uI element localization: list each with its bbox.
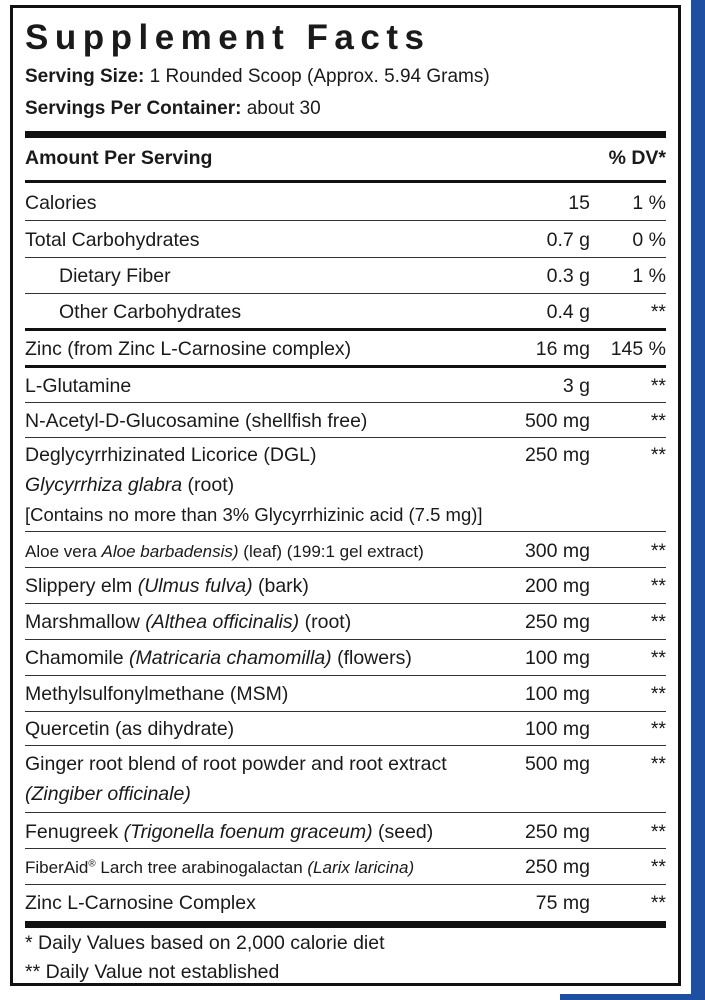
row-name: Marshmallow: [25, 611, 146, 633]
row-divider: [25, 675, 666, 676]
row-dv: 1 %: [632, 192, 666, 214]
row-amount: 16 mg: [535, 338, 590, 360]
row-amount: 15: [568, 192, 590, 214]
row-name: Methylsulfonylmethane (MSM): [25, 683, 289, 705]
row-dv: **: [650, 683, 666, 705]
row-divider: [25, 531, 666, 532]
row-dv: **: [650, 821, 666, 843]
row-note: [Contains no more than 3% Glycyrrhizinic acid (7.5 mg)]: [25, 504, 483, 525]
row-name: Zinc L-Carnosine Complex: [25, 892, 256, 914]
row-amount: 0.7 g: [546, 229, 590, 251]
supplement-facts-panel: [10, 5, 681, 986]
row-dv: **: [650, 540, 666, 562]
row-dv: **: [650, 575, 666, 597]
plant-part: (bark): [252, 575, 309, 597]
row-name: Fenugreek: [25, 821, 124, 843]
row-dv: **: [650, 444, 666, 466]
row-amount: 100 mg: [524, 647, 590, 669]
row-divider: [25, 437, 666, 438]
row-divider: [25, 257, 666, 258]
section-rule: [25, 365, 666, 368]
footnote-dv: * Daily Values based on 2,000 calorie diet: [25, 932, 385, 954]
row-dv: 1 %: [632, 265, 666, 287]
row-divider: [25, 884, 666, 885]
footnote-not-established: ** Daily Value not established: [25, 961, 280, 983]
row-divider: [25, 745, 666, 746]
amount-per-serving-header: Amount Per Serving: [25, 147, 213, 169]
row-divider: [25, 848, 666, 849]
row-name: Dietary Fiber: [59, 265, 171, 287]
dv-header: % DV*: [608, 147, 666, 169]
row-divider: [25, 402, 666, 403]
row-name: Ginger root blend of root powder and root extract: [25, 753, 447, 775]
row-name-cont: Larch tree arabinogalactan: [95, 858, 308, 877]
row-name: Total Carbohydrates: [25, 229, 200, 251]
row-amount: 250 mg: [524, 444, 590, 466]
plant-part: (seed): [372, 821, 434, 843]
latin-name: Aloe barbadensis): [101, 542, 239, 561]
row-dv: **: [650, 410, 666, 432]
row-amount: 3 g: [562, 375, 590, 397]
registered-mark: ®: [88, 858, 96, 870]
row-name: Quercetin (as dihydrate): [25, 718, 235, 740]
servings-value: about 30: [246, 98, 321, 119]
latin-name: Glycyrrhiza glabra: [25, 474, 183, 496]
row-name: Calories: [25, 192, 97, 214]
latin-name: (Matricaria chamomilla): [129, 647, 332, 669]
row-name: N-Acetyl-D-Glucosamine (shellfish free): [25, 410, 368, 432]
latin-name: (Ulmus fulva): [137, 575, 253, 597]
row-divider: [25, 567, 666, 568]
row-amount: 0.3 g: [546, 265, 590, 287]
row-divider: [25, 293, 666, 294]
row-amount: 100 mg: [524, 718, 590, 740]
row-name: L-Glutamine: [25, 375, 132, 397]
row-name: Chamomile: [25, 647, 130, 669]
servings-label: Servings Per Container:: [25, 98, 242, 119]
latin-name: (Trigonella foenum graceum): [123, 821, 373, 843]
blue-border-right: [691, 0, 705, 1000]
row-dv: 0 %: [632, 229, 666, 251]
row-name: Deglycyrrhizinated Licorice (DGL): [25, 444, 317, 466]
row-dv: **: [650, 375, 666, 397]
latin-name: (Althea officinalis): [145, 611, 300, 633]
row-amount: 250 mg: [524, 856, 590, 878]
latin-name: (Zingiber officinale): [25, 783, 191, 805]
row-amount: 300 mg: [524, 540, 590, 562]
row-name: Aloe vera: [25, 542, 102, 561]
row-amount: 100 mg: [524, 683, 590, 705]
row-amount: 500 mg: [524, 753, 590, 775]
row-name: Slippery elm: [25, 575, 138, 597]
servings-per-container: [25, 98, 321, 120]
row-amount: 250 mg: [524, 821, 590, 843]
thick-rule-bottom: [25, 921, 666, 928]
row-divider: [25, 603, 666, 604]
row-divider: [25, 220, 666, 221]
row-name: FiberAid: [25, 858, 89, 877]
latin-name: (Larix laricina): [307, 858, 415, 877]
row-divider: [25, 711, 666, 712]
row-dv: 145 %: [610, 338, 666, 360]
section-rule: [25, 328, 666, 331]
row-dv: **: [650, 611, 666, 633]
row-dv: **: [650, 647, 666, 669]
row-dv: **: [650, 753, 666, 775]
header-rule: [25, 180, 666, 183]
plant-part: (root): [182, 474, 235, 496]
row-divider: [25, 812, 666, 813]
serving-size: [25, 66, 490, 88]
row-dv: **: [650, 856, 666, 878]
row-divider: [25, 639, 666, 640]
row-amount: 250 mg: [524, 611, 590, 633]
row-dv: **: [650, 718, 666, 740]
row-name: Zinc (from Zinc L-Carnosine complex): [25, 338, 352, 360]
thick-rule: [25, 131, 666, 138]
panel-title: Supplement Facts: [25, 18, 431, 57]
plant-part: (root): [299, 611, 352, 633]
serving-size-value: 1 Rounded Scoop (Approx. 5.94 Grams): [149, 66, 490, 87]
row-amount: 500 mg: [524, 410, 590, 432]
row-amount: 0.4 g: [546, 301, 590, 323]
row-name: Other Carbohydrates: [59, 301, 242, 323]
row-amount: 75 mg: [535, 892, 590, 914]
plant-part: (leaf) (199:1 gel extract): [238, 542, 424, 561]
blue-border-bottom: [560, 994, 705, 1000]
serving-size-label: Serving Size:: [25, 66, 145, 87]
row-dv: **: [650, 892, 666, 914]
plant-part: (flowers): [331, 647, 412, 669]
row-dv: **: [650, 301, 666, 323]
row-amount: 200 mg: [524, 575, 590, 597]
